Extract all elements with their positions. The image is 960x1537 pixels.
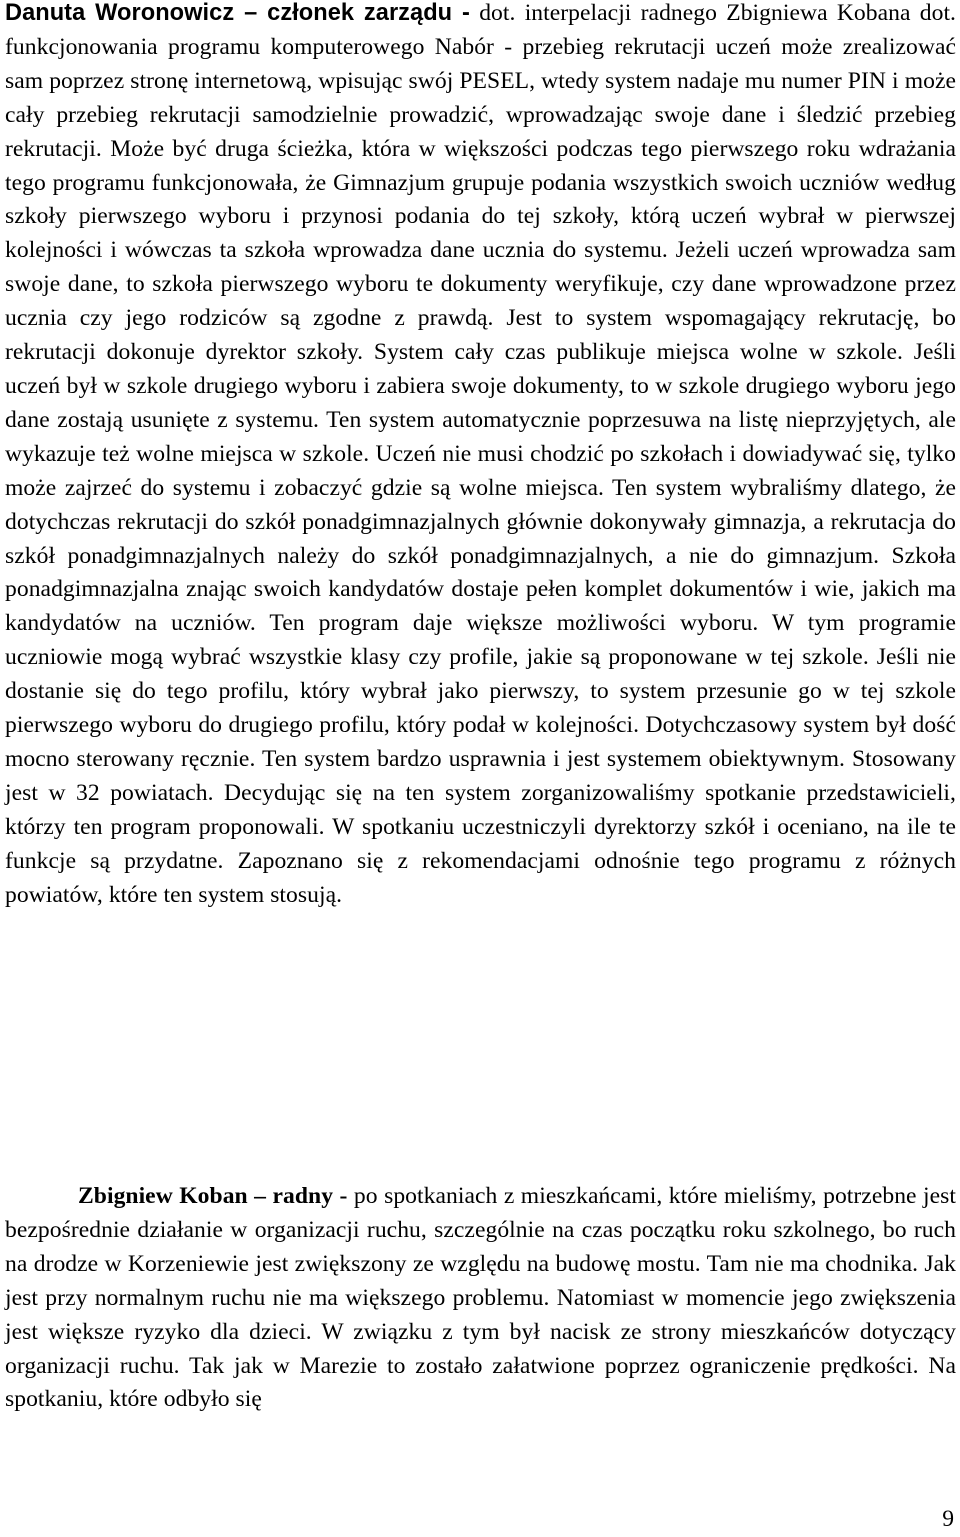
speaker-name-woronowicz: Danuta Woronowicz – członek zarządu - <box>5 0 470 26</box>
page-number: 9 <box>942 1506 954 1532</box>
speaker-name-koban: Zbigniew Koban – radny - <box>78 1183 348 1209</box>
paragraph-koban <box>5 1180 956 1417</box>
paragraph-text-koban: po spotkaniach z mieszkańcami, które mieliśmy, potrzebne jest bezpośrednie działanie w organizacji ruchu, szczególnie na czas początku roku szkolnego, bo ruch na drodze w Korzeniewie jest zwiększony ze względu na budowę mostu. Tam nie ma chodnika. Jak jest przy normalnym ruchu nie ma większego problemu. Natomiast w momencie jego zwiększenia jest większe ryzyko dla dzieci. W związku z tym był nacisk ze strony mieszkańców dotyczący organizacji ruchu. Tak jak w Marezie to zostało załatwione poprzez ograniczenie prędkości. Na spotkaniu, które odbyło się <box>5 1183 956 1413</box>
paragraph-woronowicz <box>5 0 956 912</box>
paragraph-text-woronowicz: dot. interpelacji radnego Zbigniewa Kobana dot. funkcjonowania programu komputerowego Nabór - przebieg rekrutacji uczeń może zrealizować sam poprzez stronę internetową, wpisując swój PESEL, wtedy system nadaje mu numer PIN i może cały przebieg rekrutacji samodzielnie prowadzić, wprowadzając swoje dane i śledzić przebieg rekrutacji. Może być druga ścieżka, która w większości podczas tego pierwszego roku wdrażania tego programu funkcjonowała, że Gimnazjum grupuje podania wszystkich swoich uczniów według szkoły pierwszego wyboru i przynosi podania do tej szkoły, którą uczeń wybrał w pierwszej kolejności i wówczas ta szkoła wprowadza dane ucznia do systemu. Jeżeli uczeń wprowadza sam swoje dane, to szkoła pierwszego wyboru te dokumenty weryfikuje, czy dane wprowadzone przez ucznia czy jego rodziców są zgodne z prawdą. Jest to system wspomagający rekrutację, bo rekrutacji dokonuje dyrektor szkoły. System cały czas publikuje miejsca wolne w szkole. Jeśli uczeń był w szkole drugiego wyboru i zabiera swoje dokumenty, to w szkole drugiego wyboru jego dane zostają usunięte z systemu. Ten system automatycznie poprzesuwa na listę nieprzyjętych, ale wykazuje też wolne miejsca w szkole. Uczeń nie musi chodzić po szkołach i dowiadywać się, tylko może zajrzeć do systemu i zobaczyć gdzie są wolne miejsca. Ten system wybraliśmy dlatego, że dotychczas rekrutacji do szkół ponadgimnazjalnych głównie dokonywały gimnazja, a rekrutacja do szkół ponadgimnazjalnych należy do szkół ponadgimnazjalnych, a nie do gimnazjum. Szkoła ponadgimnazjalna znając swoich kandydatów dostaje pełen komplet dokumentów i wie, jakich ma kandydatów na uczniów. Ten program daje większe możliwości wyboru. W tym programie uczniowie mogą wybrać wszystkie klasy czy profile, jakie są proponowane w tej szkole. Jeśli nie dostanie się do tego profilu, który wybrał jako pierwszy, to system przesunie go w tej szkole pierwszego wyboru do drugiego profilu, który podał w kolejności. Dotychczasowy system był dość mocno sterowany ręcznie. Ten system bardzo usprawnia i jest systemem obiektywnym. Stosowany jest w 32 powiatach. Decydując się na ten system zorganizowaliśmy spotkanie przedstawicieli, którzy ten program proponowali. W spotkaniu uczestniczyli dyrektorzy szkół i oceniano, na ile te funkcje są przydatne. Zapoznano się z rekomendacjami odnośnie tego programu z różnych powiatów, które ten system stosują. <box>5 0 956 908</box>
